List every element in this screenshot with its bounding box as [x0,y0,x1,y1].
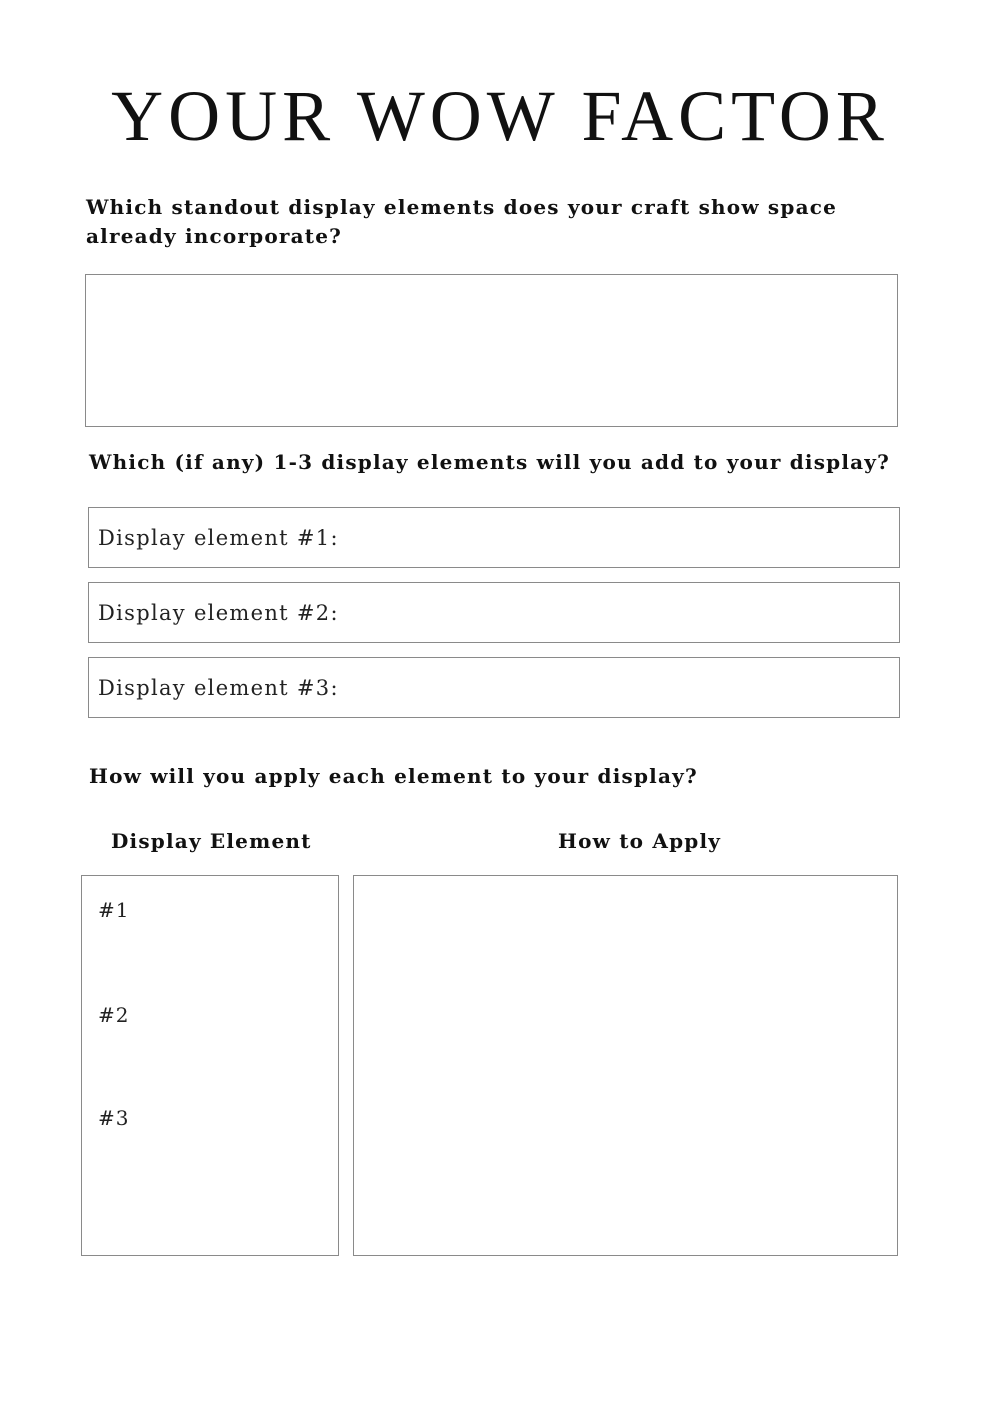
display-element-2-label: Display element #2: [98,600,339,625]
display-element-1-field[interactable] [88,507,900,568]
question-new-elements: Which (if any) 1-3 display elements will you add to your display? [89,450,891,474]
question-existing-elements: Which standout display elements does your craft show space already incorporate? [86,195,838,248]
how-to-apply-answer-box[interactable] [353,875,898,1256]
display-element-3-label: Display element #3: [98,675,339,700]
how-to-apply-column-header: How to Apply [558,829,722,853]
page-title: YOUR WOW FACTOR [111,76,889,156]
element-number-2: #2 [98,1003,130,1027]
element-number-1: #1 [98,898,130,922]
display-element-3-field[interactable] [88,657,900,718]
display-element-column-box[interactable] [81,875,339,1256]
question-apply-elements: How will you apply each element to your display? [89,764,698,788]
existing-elements-answer-box[interactable] [85,274,898,427]
display-element-column-header: Display Element [111,829,312,853]
element-number-3: #3 [98,1106,130,1130]
display-element-2-field[interactable] [88,582,900,643]
display-element-1-label: Display element #1: [98,525,339,550]
